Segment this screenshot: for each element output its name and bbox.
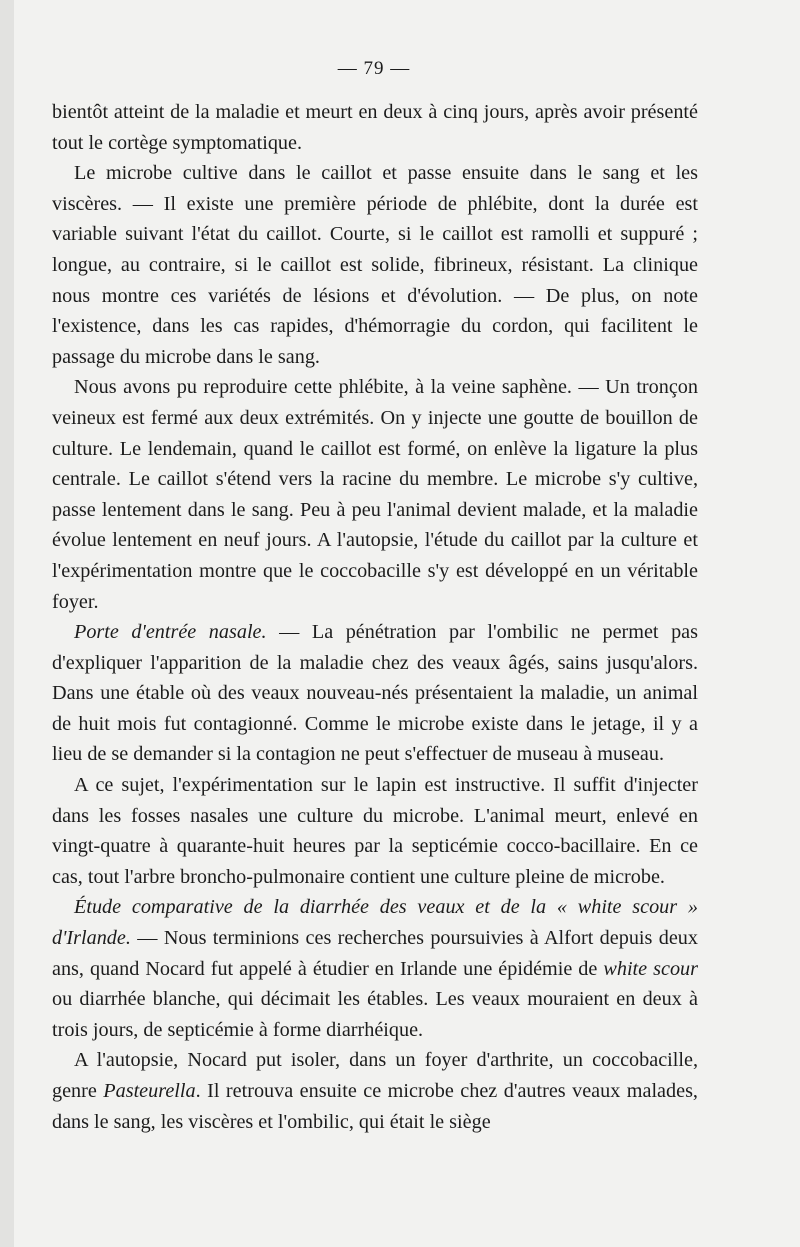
section-heading: Porte d'entrée nasale. [74, 621, 267, 644]
paragraph-text: bientôt atteint de la maladie et meurt en deux à cinq jours, après avoir présenté tout le cortège symptomatique. [52, 101, 698, 154]
emphasis-text: white scour [603, 957, 699, 980]
paragraph-white-scour [52, 892, 698, 1045]
section-heading: Étude comparative de la diarrhée des veaux et de la « white scour » d'Irlande. [52, 896, 698, 950]
paragraph-text: . Il retrouva ensuite ce microbe chez d'autres veaux malades, dans le sang, les viscères et l'ombilic, qui était le siège [52, 1080, 698, 1133]
paragraph-text: A ce sujet, l'expérimentation sur le lapin est instructive. Il suffit d'injecter dans les fosses nasales une culture du microbe. L'animal meurt, enlevé en vingt-quatre à quarante-huit heures par la septicémie cocco-bacillaire. En ce cas, tout l'arbre broncho-pulmonaire contient une culture pleine de microbe. [52, 774, 698, 888]
paragraph-autopsie [52, 1045, 698, 1137]
paragraph-lapin-experiment [52, 770, 698, 892]
paragraph-text: Le microbe cultive dans le caillot et passe ensuite dans le sang et les viscères. — Il existe une première période de phlébite, dont la durée est variable suivant l'état du caillot. Courte, si le caillot est ramolli et suppuré ; longue, au contraire, si le caillot est solide, fibrineux, résistant. La clinique nous montre ces variétés de lésions et d'évolution. — De plus, on note l'existence, dans les cas rapides, d'hémorragie du cordon, qui facilitent le passage du microbe dans le sang. [52, 162, 698, 368]
paragraph-text: ou diarrhée blanche, qui décimait les étables. Les veaux mouraient en deux à trois jours, de septicémie à forme diarrhéique. [52, 988, 698, 1041]
paragraph-text: Nous avons pu reproduire cette phlébite, à la veine saphène. — Un tronçon veineux est fermé aux deux extrémités. On y injecte une goutte de bouillon de culture. Le lendemain, quand le caillot est formé, on enlève la ligature la plus centrale. Le caillot s'étend vers la racine du membre. Le microbe s'y cultive, passe lentement dans le sang. Peu à peu l'animal devient malade, et la maladie évolue lentement en neuf jours. A l'autopsie, l'étude du caillot par la culture et l'expérimentation montre que le coccobacille s'y est développé en un véritable foyer. [52, 376, 698, 613]
page-edge-shadow [0, 0, 14, 1247]
paragraph-porte-entree-nasale [52, 617, 698, 770]
emphasis-text: Pasteurella [103, 1080, 196, 1102]
paragraph-text: — Nous terminions ces recherches poursuivies à Alfort depuis deux ans, quand Nocard fut appelé à étudier en Irlande une épidémie de [52, 927, 698, 980]
page-number: — 79 — [337, 58, 411, 79]
paragraph-continued [52, 97, 698, 158]
paragraph-phlebite-experiment [52, 372, 698, 617]
paragraph-text: A l'autopsie, Nocard put isoler, dans un foyer d'arthrite, un coccobacille, genre [52, 1049, 698, 1102]
paragraph-microbe-caillot [52, 158, 698, 372]
body-text [52, 97, 698, 1137]
paragraph-text: — La pénétration par l'ombilic ne permet pas d'expliquer l'apparition de la maladie chez des veaux âgés, sains jusqu'alors. Dans une étable où des veaux nouveau-nés présentaient la maladie, un animal de huit mois fut contagionné. Comme le microbe existe dans le jetage, il y a lieu de se demander si la contagion ne peut s'effectuer de museau à museau. [52, 621, 698, 766]
